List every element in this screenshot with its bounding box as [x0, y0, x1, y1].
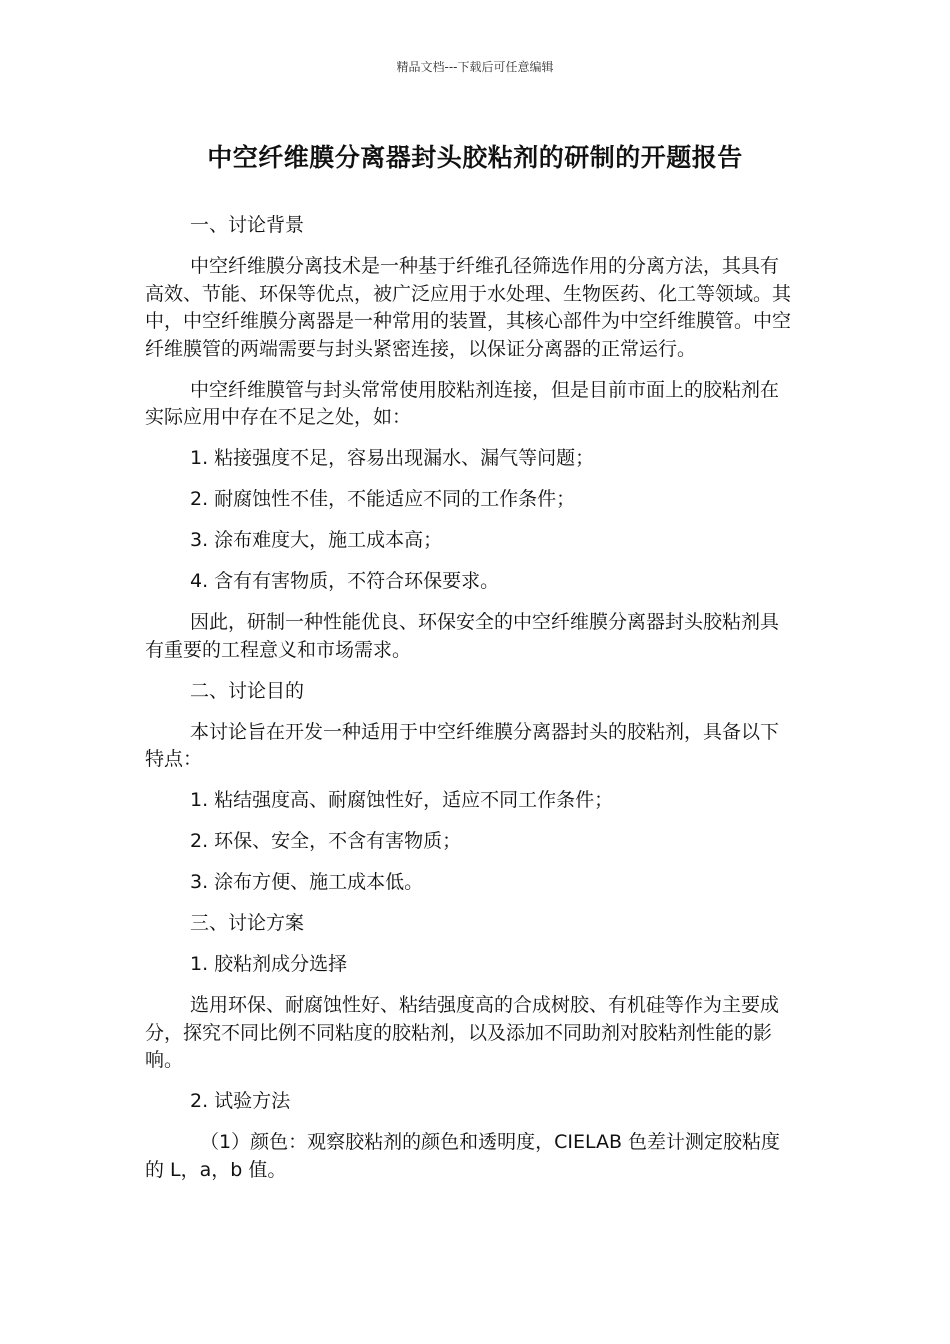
- paragraph: 中空纤维膜分离技术是一种基于纤维孔径筛选作用的分离方法，其具有高效、节能、环保等优点，被广泛应用于水处理、生物医药、化工等领域。其中，中空纤维膜分离器是一种常用的装置，其核心部件为中空纤维膜管。中空纤维膜管的两端需要与封头紧密连接，以保证分离器的正常运行。: [145, 255, 792, 360]
- paragraph: 因此，研制一种性能优良、环保安全的中空纤维膜分离器封头胶粘剂具有重要的工程意义和市场需求。: [145, 611, 780, 661]
- list-item: 2. 环保、安全，不含有害物质；: [190, 830, 462, 852]
- document-body: [145, 212, 795, 1198]
- paragraph: （1）颜色：观察胶粘剂的颜色和透明度，CIELAB 色差计测定胶粘度的 L，a，b 值。: [145, 1131, 781, 1181]
- subsection-heading: 2. 试验方法: [190, 1090, 291, 1112]
- section-heading-purpose: 二、讨论目的: [190, 679, 305, 702]
- list-item: 4. 含有有害物质，不符合环保要求。: [190, 570, 500, 592]
- section-heading-plan: 三、讨论方案: [190, 912, 305, 934]
- document-title: 中空纤维膜分离器封头胶粘剂的研制的开题报告: [207, 143, 743, 172]
- list-item: 1. 粘接强度不足，容易出现漏水、漏气等问题；: [190, 447, 595, 469]
- subsection-heading: 1. 胶粘剂成分选择: [190, 953, 348, 975]
- list-item: 2. 耐腐蚀性不佳，不能适应不同的工作条件；: [190, 488, 576, 510]
- list-item: 3. 涂布难度大，施工成本高；: [190, 529, 443, 551]
- list-item: 3. 涂布方便、施工成本低。: [190, 871, 424, 893]
- header-note: 精品文档---下载后可任意编辑: [396, 60, 554, 74]
- list-item: 1. 粘结强度高、耐腐蚀性好，适应不同工作条件；: [190, 789, 614, 811]
- paragraph: 中空纤维膜管与封头常常使用胶粘剂连接，但是目前市面上的胶粘剂在实际应用中存在不足之处，如：: [145, 378, 780, 428]
- paragraph: 选用环保、耐腐蚀性好、粘结强度高的合成树胶、有机硅等作为主要成分，探究不同比例不同粘度的胶粘剂，以及添加不同助剂对胶粘剂性能的影响。: [145, 994, 780, 1071]
- paragraph: 本讨论旨在开发一种适用于中空纤维膜分离器封头的胶粘剂，具备以下特点：: [145, 720, 780, 770]
- section-heading-background: 一、讨论背景: [190, 214, 305, 236]
